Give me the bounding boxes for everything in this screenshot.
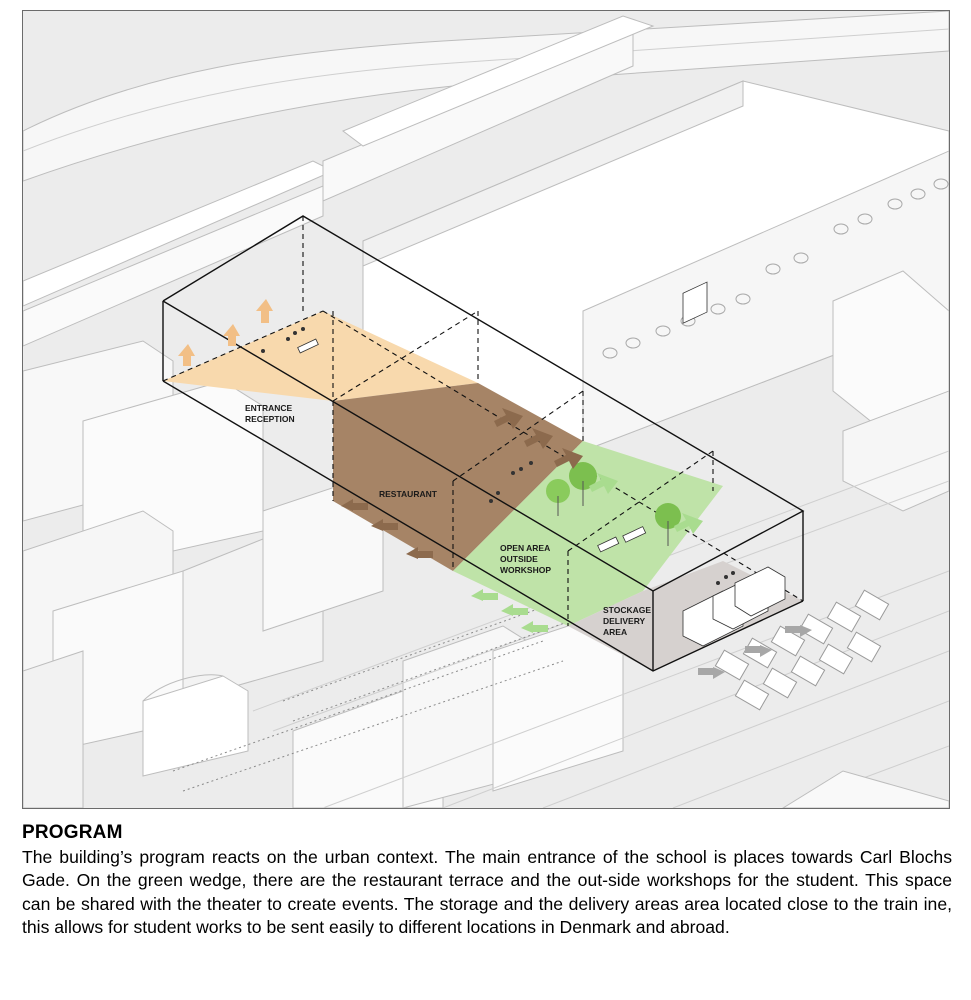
label-restaurant: RESTAURANT — [379, 489, 437, 499]
caption — [22, 822, 952, 940]
label-open-area: OPEN AREA OUTSIDE WORKSHOP — [500, 543, 551, 575]
label-entrance: ENTRANCE RECEPTION — [245, 403, 295, 424]
label-storage: STOCKAGE DELIVERY AREA — [603, 605, 652, 637]
caption-body: The building’s program reacts on the urban context. The main entrance of the school is places towards Carl Blochs Gade. On the green wedge, there are the restaurant terrace and the out-side workshops for the student. This space can be shared with the theater to create events. The storage and the delivery areas area located close to the train ine, this allows for student works to be sent easily to different locations in Denmark and abroad. — [22, 847, 952, 938]
caption-heading: PROGRAM — [22, 822, 123, 843]
program-axonometric-diagram — [22, 10, 950, 809]
